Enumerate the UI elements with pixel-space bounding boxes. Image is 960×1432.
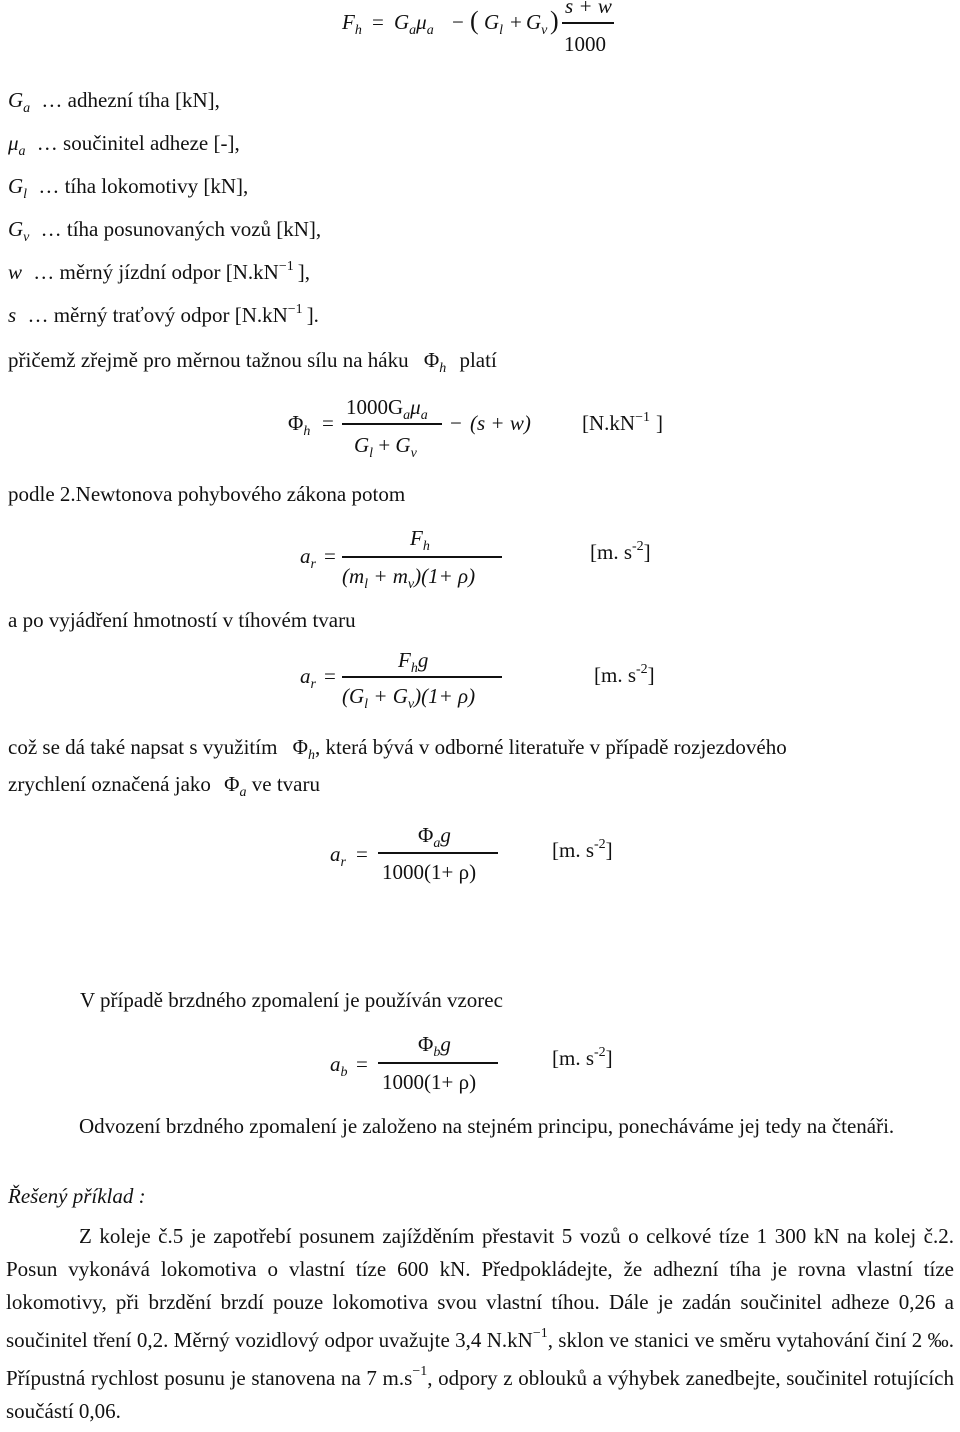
fraction-bar xyxy=(342,423,442,425)
fraction-bar xyxy=(342,676,502,678)
paragraph-newton: podle 2.Newtonova pohybového zákona potom xyxy=(8,482,406,506)
definition-item: $G_l$ … tíha lokomotivy [kN], xyxy=(8,174,249,202)
definition-item: $G_a$ … adhezní tíha [kN], xyxy=(8,88,220,116)
fraction-bar xyxy=(378,852,498,854)
formula-ga: $G_a\mu_a$ xyxy=(394,10,434,38)
paragraph-also: což se dá také napsat s využitím $\Phi_h$, která bývá v odborné literatuře v případě rozjezdového xyxy=(8,735,787,763)
definition-item: $\mu_a$ … součinitel adheze [-], xyxy=(8,131,240,159)
fraction-bar xyxy=(562,22,614,24)
definition-item: s … měrný traťový odpor [$N.kN^{-1}$ ]. xyxy=(8,302,319,327)
paragraph-weight: a po vyjádření hmotností v tíhovém tvaru xyxy=(8,608,356,632)
example-paragraph: Z koleje č.5 je zapotřebí posunem zajížděním přestavit 5 vozů o celkové tíze 1 300 kN na kolej č.2. Posun vykonává lokomotiva o vlastní tíze 600 kN. Předpokládejte, že adhezní tíha je rovna vlastní tíze lokomotivy, při brzdění brzdí pouze lokomotiva svou vlastní tíhou. Dále je zadán součinitel adheze 0,26 a součinitel tření 0,2. Měrný vozidlový odpor uvažujte 3,4 $N.kN^{-1}$, sklon ve stanici ve směru vytahování činí 2 ‰. Přípustná rychlost posunu je stanovena na 7 $m.s^{-1}$, odpory z oblouků a výhybek zanedbejte, součinitel rotujících součástí 0,06. xyxy=(6,1224,954,1423)
paragraph-brake: V případě brzdného zpomalení je používán vzorec xyxy=(80,988,503,1012)
definition-item: w … měrný jízdní odpor [$N.kN^{-1}$ ], xyxy=(8,259,310,284)
formula-lhs: $F_h$ xyxy=(342,10,362,38)
paragraph-also-cont: zrychlení označená jako $\Phi_a$ ve tvaru xyxy=(8,772,320,800)
fraction-bar xyxy=(378,1062,498,1064)
paragraph-derivation: Odvození brzdného zpomalení je založeno na stejném principu, ponecháváme jej tedy na čtenáři. xyxy=(79,1114,895,1138)
fraction-bar xyxy=(342,556,502,558)
paragraph-phi-intro: přičemž zřejmě pro měrnou tažnou sílu na háku $\Phi_h$ platí xyxy=(8,348,497,376)
definition-item: $G_v$ … tíha posunovaných vozů [kN], xyxy=(8,217,322,245)
example-heading: Řešený příklad : xyxy=(8,1184,146,1208)
